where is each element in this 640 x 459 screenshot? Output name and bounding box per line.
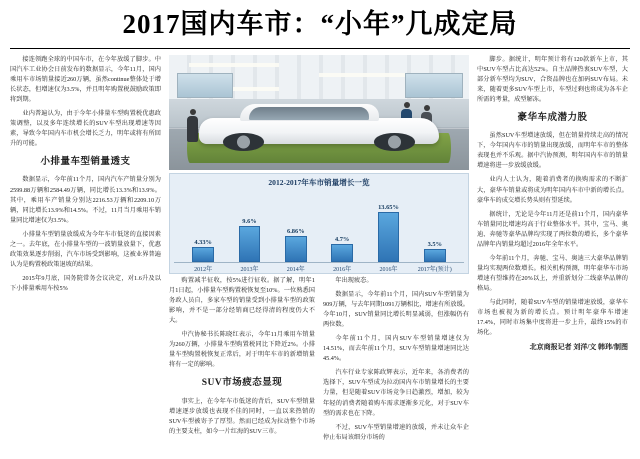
article-columns [10, 55, 630, 447]
page-title: 2017国内车市：“小年”几成定局 [122, 9, 518, 39]
showroom-photo [169, 55, 469, 170]
visitor-figure [187, 109, 199, 142]
car-wheel [374, 133, 415, 150]
chart-title: 2012-2017年车市销量增长一览 [268, 178, 370, 188]
paragraph: 今年前11个月，国内SUV车型销量增速仅为14.51%，而去年前11个月，SUV车型销量增速同比达45.4%。 [323, 335, 469, 363]
chart-plot-area [174, 190, 464, 263]
section-subhead-1: 小排量车型销量透支 [40, 157, 131, 168]
x-tick-label: 2012年 [194, 267, 213, 274]
paragraph: 今年前11个月，奔驰、宝马、奥迪三大豪华品牌销量均实现两位数增长。相关机构预测，明年豪华车市场增速有望维持在20%以上，并重新划分二线豪华品牌的格局。 [477, 254, 628, 292]
article-column-4 [477, 55, 628, 447]
article-column-1 [10, 55, 161, 447]
bar-value-label: 6.86% [287, 228, 305, 236]
x-tick-label: 2013年 [240, 267, 259, 274]
hall-window [405, 73, 463, 98]
byline: 北京商报记者 刘洋/文 韩玮/制图 [529, 343, 628, 352]
paragraph: 年出现疲态。 [335, 276, 373, 284]
chart-bar [424, 249, 446, 262]
chart-bar [239, 226, 261, 262]
paragraph: 虽然SUV车型增速放缓，但在销量持续走高的情况下，今年国内车市的销量出现放缓，而明年车市的整体表现也并不乐观。据中汽协预测，明年国内车市的销量增速将进一步放缓放缓。 [477, 132, 628, 170]
chart-bar-group [370, 190, 406, 262]
section-subhead-2: SUV市场疲态显现 [201, 378, 283, 389]
paragraph: 业内普遍认为，由于今年小排量车型购置税优惠政策调整，以及多年连续增长的SUV车型出现增速等因素，导致今年国内车市机会增长乏力，明年或将有所回升的可能。 [10, 109, 161, 148]
chart-bar [378, 212, 400, 262]
article-column-2 [169, 276, 315, 447]
x-tick-label: 2014年 [286, 267, 305, 274]
chart-bar [192, 247, 214, 262]
paragraph: 购置减半征收，按5%进行征收。据了解，明年1月1日起，小排量车型购置税恢复至10%。一位熟悉国务政人员自，多家车型的销量受到小排量车型的政策影响，并不是一部分经销商已经得清的程度仍大不大。 [169, 276, 315, 325]
paragraph: 数据显示，今年前11个月，国内SUV车型销量为909万辆，与去年同期1091万辆相比，增速有所放缓。今年10月，SUV销量同比增长明显减弱，但涨幅仍有两位数。 [323, 291, 469, 329]
paragraph: 接连领跑全球的中国车市，在今年放缓了脚步。中国汽车工业协会日前发布的数据显示，今年11月，国内乘用车市场销量接近260万辆，虽然continue整体处于增长状态，但增速仅为3.5%，并且明年购置税鼓励政策即将到期。 [10, 55, 161, 103]
paragraph: 与此同时，随着SUV车型的销量增速放缓，豪华车市场也被视为新的增长点。预计明年豪华车增速17.4%，同时市场集中度将进一步上升，最终15%的市场化。 [477, 299, 628, 337]
paragraph: 2015年9月底，国务院常务会议决定，对1.6升及以下小排量乘用车按5% [10, 274, 161, 292]
paragraph: 不过，SUV车型销量增速的放缓，并未让众车企停止布局该细分市场的 [323, 423, 469, 441]
chart-bar-group [185, 190, 221, 262]
x-tick-label: 2016年 [379, 267, 398, 274]
x-tick-label: 2017年(预计) [417, 267, 452, 274]
x-tick-label: 2016年 [333, 267, 352, 274]
ceiling-light-icon [189, 63, 279, 67]
paragraph: 数据显示，今年前11个月，国内汽车产销量分别为2599.88万辆和2584.49万辆，同比增长13.3%和13.9%。其中，乘用车产销量分别达2216.53万辆和2209.10万辆，同比增长13.9%和14.5%。不过，11月当月乘用车销量同比增速仅为3.5%。 [10, 176, 161, 224]
bar-value-label: 3.5% [427, 241, 442, 249]
hall-window [177, 73, 233, 98]
white-sedan [199, 101, 439, 152]
chart-bar [331, 244, 353, 262]
bar-value-label: 9.6% [242, 218, 257, 226]
bar-value-label: 4.33% [194, 238, 212, 246]
paragraph: 小排量车型销量放缓成为今年车市低迷的直接因素之一。去年底，在小排量车型的一波销量放量下，优惠政策效果逐步削弱，汽车市场受到影响，这被业界普遍认为是购置税政策退坡的结果。 [10, 230, 161, 268]
media-and-column-2 [169, 55, 469, 447]
sales-growth-chart [169, 173, 469, 274]
header-divider [10, 48, 630, 49]
bar-value-label: 4.7% [334, 236, 350, 244]
chart-bar-group [417, 190, 453, 262]
paragraph: 业内人士认为，随着消费者的换购需求的不断扩大，豪华车销量或将成为明年国内车市中新的增长点。豪华车的成交增长势头则有望延续。 [477, 176, 628, 204]
chart-bar [285, 236, 307, 262]
paragraph: 中汽协秘书长陈晓红表示，今年11月乘用车销量为260万辆，小排量车型购置税同比下降近2%。小排量车型购置税恢复正常后，对于明年车市的新增销量将有一定的影响。 [169, 331, 315, 369]
paragraph: 脚步。据统计，明年预计将有120款新车上市，其中SUV车型占比高达52%。自主品牌热衷SUV车型，大部分新车型均为SUV，合资品牌也在加码SUV布局。未来，随着更多SUV车型上市，车型过剩也将成为各车企所需的考量，成型解冻。 [477, 55, 628, 103]
article-column-3 [323, 276, 469, 447]
bar-value-label: 13.65% [378, 203, 399, 211]
chart-bar-group [231, 190, 267, 262]
paragraph: 事实上，在今年车市低迷的背后，SUV车型销量增速逐步放缓也表现不佳的同时，一直以来热销的SUV车型被寄予了厚望。然而已经成为拉动整个市场的主要支柱，如今一片红海的SUV三市。 [169, 397, 315, 435]
section-subhead-3: 豪华车成潜力股 [517, 112, 588, 123]
chart-bar-group [324, 190, 360, 262]
car-wheel [223, 133, 264, 150]
paragraph: 据统计，无论是今年11月还是前11个月，国内豪华车销量同比增速均高于行业整体水平。其中，宝马、奥迪、奔驰等豪华品牌均实现了两位数的增长，多个豪华品牌年内销量均超过2016年全年水平。 [477, 210, 628, 248]
chart-bar-group [278, 190, 314, 262]
paragraph: 汽车行业专家陈政辉表示，近年来，各消费者的选择下，SUV车型成为拉动国内车市销量增长的主要力量，但是随着SUV市场竞争日趋激烈，增加，较为年轻的消费者随着购车需求逐渐多元化，对于SUV车型的需求也在下降。 [323, 369, 469, 417]
chart-x-axis-labels [174, 263, 464, 273]
car-window [249, 107, 369, 120]
